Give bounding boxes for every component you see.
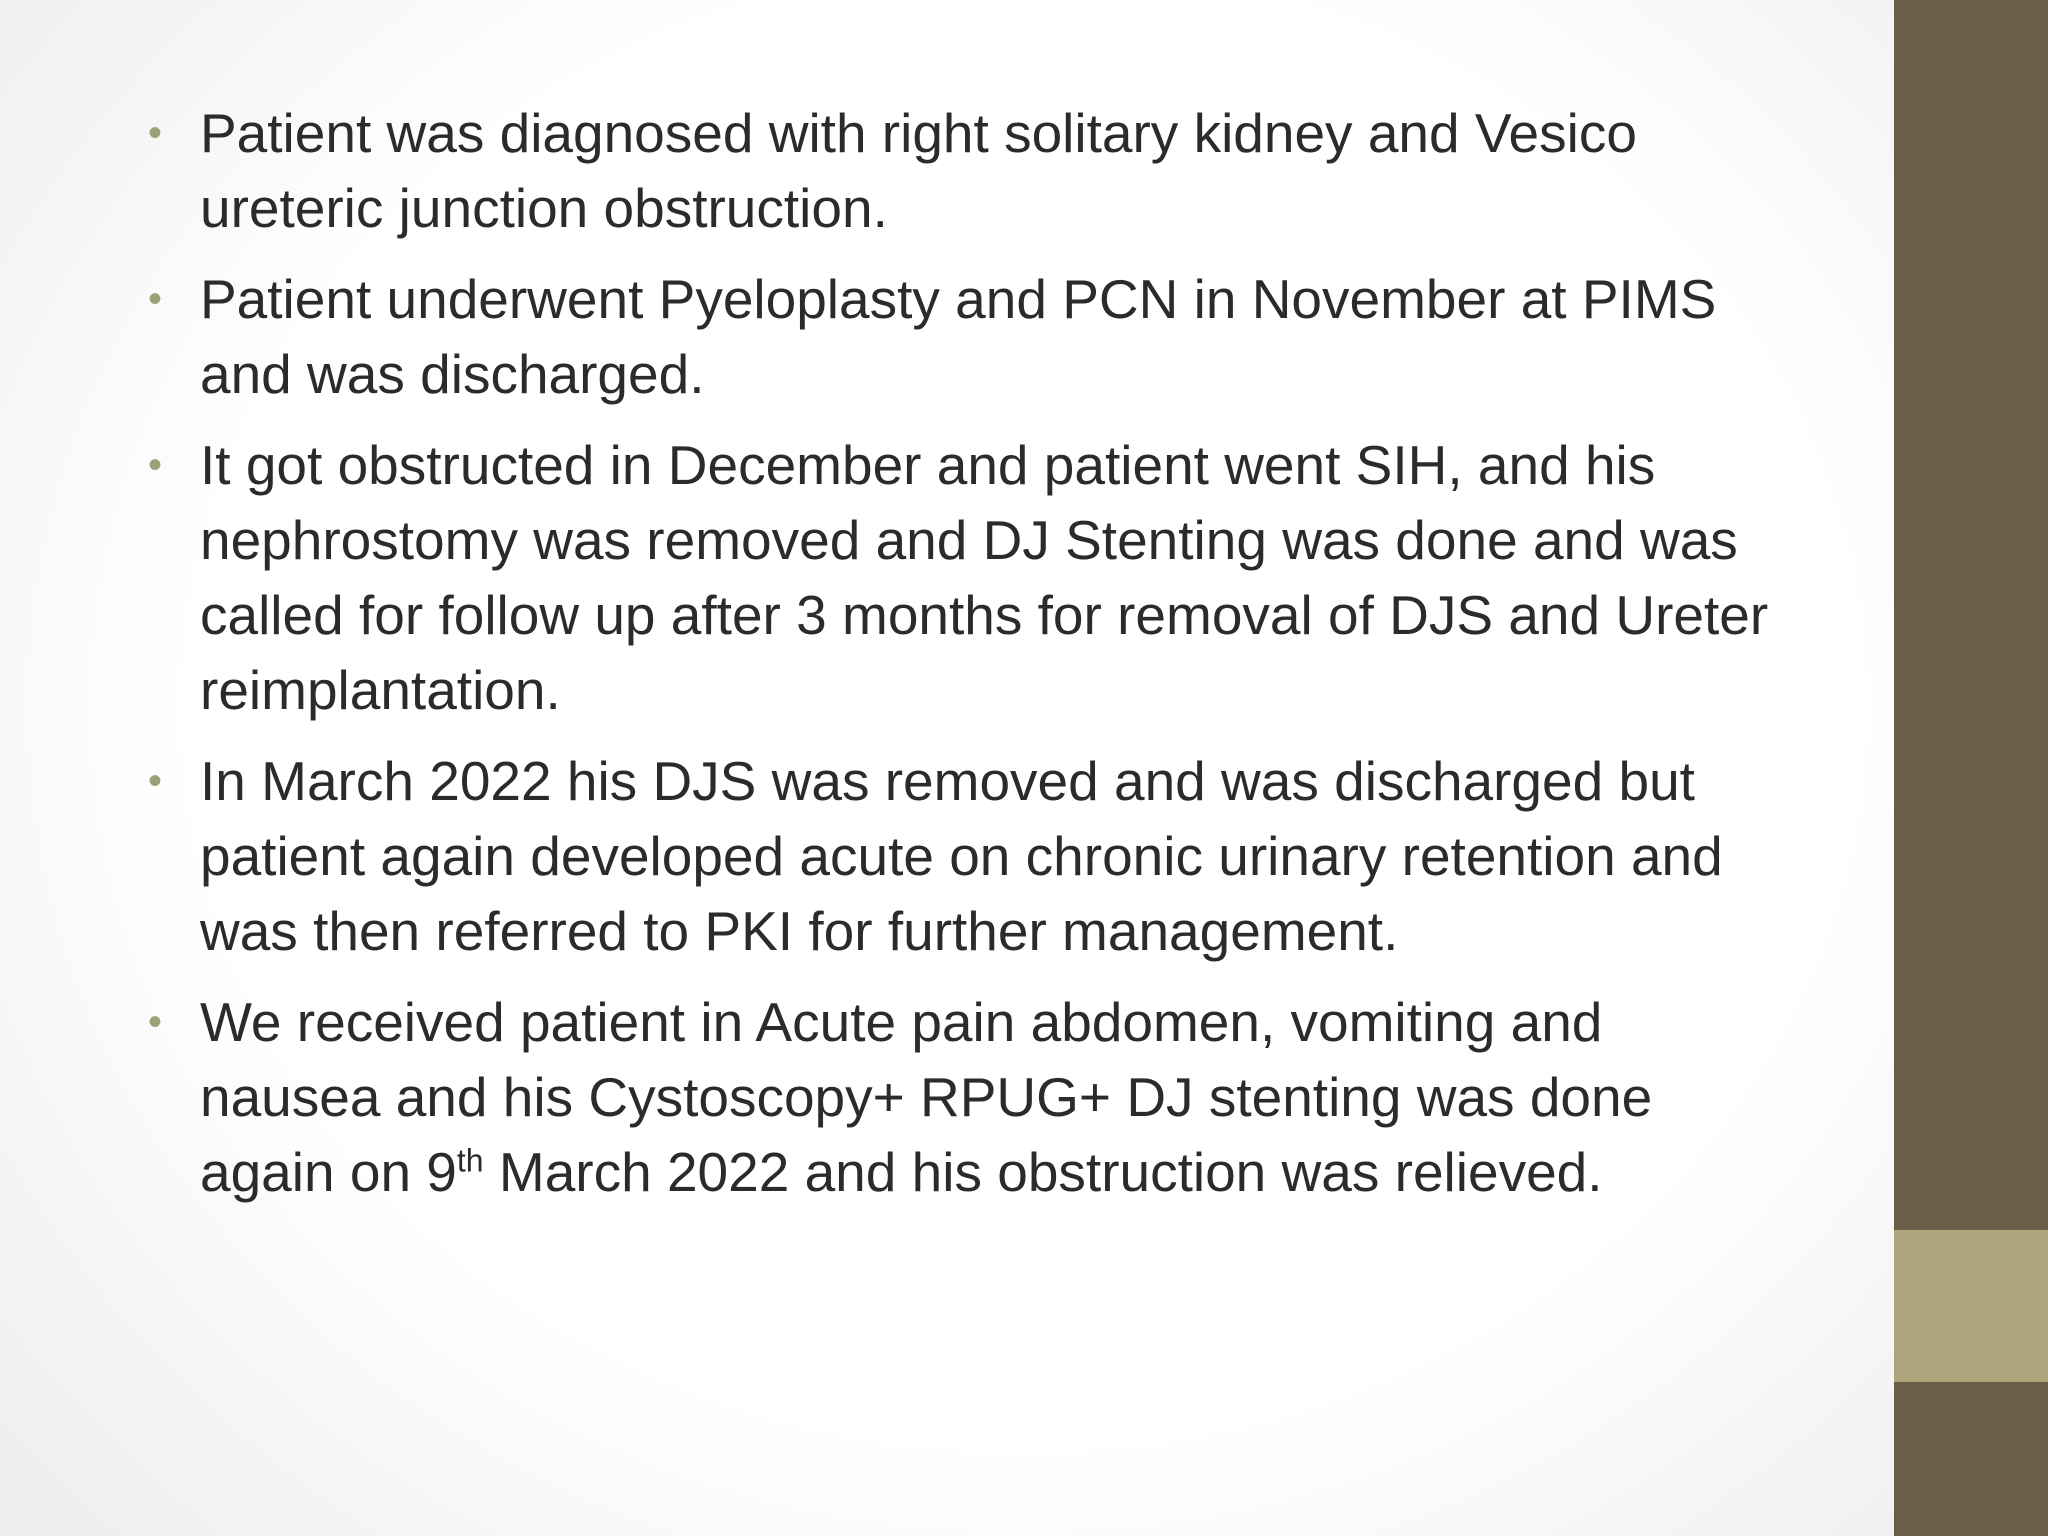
bullet-dot-icon: • (148, 277, 163, 321)
bullet-item-5 (146, 985, 1796, 1210)
bullet-item-2 (146, 262, 1796, 412)
bullet-text: It got obstructed in December and patient went SIH, and his nephrostomy was removed and DJ Stenting was done and was called for follow up after 3 months for removal of DJS and Ureter reimplantation. (200, 434, 1769, 721)
bullet-dot-icon: • (148, 111, 163, 155)
bullet-text: Patient was diagnosed with right solitary kidney and Vesico ureteric junction obstruction. (200, 102, 1637, 239)
bullet-text-after: March 2022 and his obstruction was relieved. (483, 1141, 1603, 1203)
bullet-text: In March 2022 his DJS was removed and was discharged but patient again developed acute on chronic urinary retention and was then referred to PKI for further management. (200, 750, 1723, 962)
sidebar-accent-decoration (1894, 1230, 2048, 1382)
bullet-dot-icon: • (148, 443, 163, 487)
bullet-item-1 (146, 96, 1796, 246)
bullet-item-3 (146, 428, 1796, 728)
bullet-item-4 (146, 744, 1796, 969)
bullet-superscript: th (456, 1142, 484, 1179)
bullet-text-before: We received patient in Acute pain abdomen, vomiting and nausea and his Cystoscopy+ RPUG+ DJ stenting was done again on 9 (200, 991, 1653, 1203)
bullet-dot-icon: • (148, 759, 163, 803)
bullet-list (146, 96, 1796, 1226)
bullet-text: Patient underwent Pyeloplasty and PCN in November at PIMS and was discharged. (200, 268, 1717, 405)
bullet-dot-icon: • (148, 1000, 163, 1044)
